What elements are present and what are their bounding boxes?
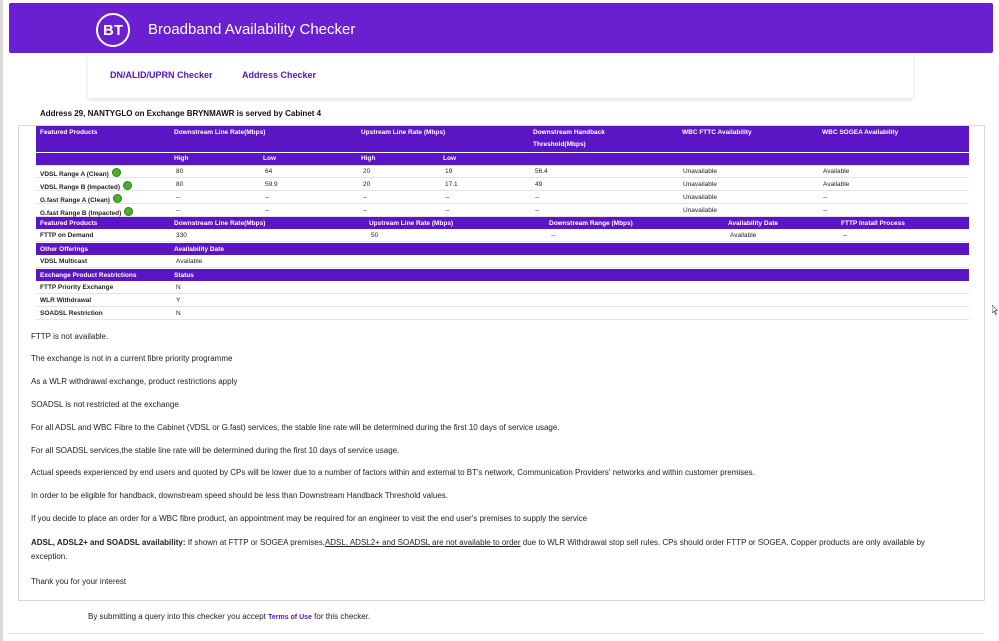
header-availability-date: Availability Date <box>174 246 224 253</box>
cell-range: -- <box>551 232 556 239</box>
cell-down-low: -- <box>265 194 270 201</box>
cell-restriction: SOADSL Restriction <box>40 310 103 317</box>
tab-dn-checker[interactable]: DN/ALID/UPRN Checker <box>110 70 213 80</box>
adsl-text-2: due to WLR Withdrawal stop sell rules. CPs should order FTTP or SOGEA. Copper products are only available by exception. <box>31 538 926 561</box>
header-featured-products: Featured Products <box>40 129 98 136</box>
adsl-text-1: If shown at FTTP or SOGEA premises, <box>185 538 325 547</box>
cell-handback: 56.4 <box>535 168 548 175</box>
cell-up-high: -- <box>363 194 368 201</box>
cell-date: Available <box>730 232 757 239</box>
product-label: VDSL Range A (Clean) <box>40 171 109 178</box>
cell-fttc: Unavailable <box>683 181 717 188</box>
header-downstream: Downstream Line Rate(Mbps) <box>174 129 266 136</box>
note-fttp: FTTP is not available. <box>31 332 109 341</box>
table-row <box>36 178 969 191</box>
cell-offering: VDSL Multicast <box>40 258 88 265</box>
header-restrictions: Exchange Product Restrictions <box>40 272 137 279</box>
row-product <box>40 168 121 178</box>
cell-sogea: Available <box>823 181 850 188</box>
table-row <box>36 255 969 268</box>
cell-install: -- <box>843 232 848 239</box>
cell-up-low: 17.1 <box>445 181 458 188</box>
product-label: G.fast Range A (Clean) <box>40 197 110 204</box>
header-downstream-range: Downstream Range (Mbps) <box>549 220 633 227</box>
table-subheader-row <box>36 152 969 166</box>
cell-down-high: -- <box>176 207 181 214</box>
cell-restriction: FTTP Priority Exchange <box>40 284 114 291</box>
header-featured-products: Featured Products <box>40 220 98 227</box>
table-row <box>36 307 969 320</box>
checker-tabs <box>88 53 913 98</box>
product-label: VDSL Range B (Impacted) <box>40 184 121 191</box>
header-handback: Downstream Handback <box>533 129 605 136</box>
adsl-heading: ADSL, ADSL2+ and SOADSL availability: <box>31 538 186 547</box>
cell-product: FTTP on Demand <box>40 232 94 239</box>
table-row <box>36 204 969 217</box>
tab-address-checker[interactable]: Address Checker <box>242 70 317 80</box>
cell-down-low: 64 <box>265 168 273 175</box>
mouse-cursor-icon <box>992 305 998 315</box>
cell-fttc: Unavailable <box>683 168 717 175</box>
note-thanks: Thank you for your interest <box>31 577 127 586</box>
header-bar <box>9 3 993 53</box>
other-header-row <box>36 243 969 255</box>
note-soadsl: SOADSL is not restricted at the exchange <box>31 400 179 409</box>
note-priority: The exchange is not in a current fibre priority programme <box>31 354 233 363</box>
cell-up-high: 20 <box>363 168 371 175</box>
cell-down-low: 59.9 <box>265 181 278 188</box>
header-fttc: WBC FTTC Availability <box>682 129 752 136</box>
table-row <box>36 294 969 307</box>
cell-restriction-value: N <box>176 284 181 291</box>
table-row <box>36 281 969 294</box>
cell-down-high: 80 <box>176 168 184 175</box>
header-other-offerings: Other Offerings <box>40 246 89 253</box>
footer <box>88 612 370 621</box>
cell-up-low: 19 <box>445 168 453 175</box>
cell-restriction: WLR Withdrawal <box>40 297 92 304</box>
table-row <box>36 191 969 204</box>
cell-sogea: -- <box>823 207 828 214</box>
subheader-up-high: High <box>361 155 376 162</box>
note-actual-speeds: Actual speeds experienced by end users and quoted by CPs will be lower due to a number of factors within and external to BT's network, Communication Providers' networks and within customer premises. <box>31 468 755 477</box>
note-soadsl-rate: For all SOADSL services,the stable line rate will be determined during the first 10 days of service usage. <box>31 446 400 455</box>
bt-logo[interactable]: BT <box>96 13 130 47</box>
note-adsl-availability <box>31 536 961 564</box>
header-availability-date: Availability Date <box>728 220 778 227</box>
cell-handback: -- <box>535 207 540 214</box>
adsl-underline: ADSL, ADSL2+ and SOADSL are not available to order <box>324 538 521 547</box>
cell-up: 50 <box>371 232 379 239</box>
header-downstream: Downstream Line Rate(Mbps) <box>174 220 266 227</box>
subheader-down-low: Low <box>263 155 276 162</box>
note-wlr: As a WLR withdrawal exchange, product restrictions apply <box>31 377 238 386</box>
table-header-row <box>36 126 969 152</box>
cell-sogea: Available <box>823 168 850 175</box>
cell-restriction-value: N <box>176 310 181 317</box>
header-status: Status <box>174 272 194 279</box>
cell-offering-value: Available <box>176 258 203 265</box>
row-product <box>40 194 122 204</box>
restrictions-header-row <box>36 269 969 281</box>
page-edge <box>0 0 3 641</box>
cell-down-low: -- <box>265 207 270 214</box>
address-summary: Address 29, NANTYGLO on Exchange BRYNMAWR is served by Cabinet 4 <box>40 109 322 118</box>
info-icon[interactable] <box>123 181 132 190</box>
header-install-process: FTTP Install Process <box>841 220 905 227</box>
table-row <box>36 165 969 178</box>
header-upstream: Upstream Line Rate (Mbps) <box>361 129 446 136</box>
info-icon[interactable] <box>112 168 121 177</box>
cell-up-low: -- <box>445 207 450 214</box>
header-upstream: Upstream Line Rate (Mbps) <box>369 220 454 227</box>
cell-handback: -- <box>535 194 540 201</box>
table-row <box>36 229 969 242</box>
footer-suffix: for this checker. <box>311 612 371 621</box>
footer-divider <box>9 633 984 634</box>
row-product <box>40 207 133 217</box>
header-sogea: WBC SOGEA Availability <box>822 129 899 136</box>
product-label: G.fast Range B (Impacted) <box>40 210 122 217</box>
cell-down-high: 80 <box>176 181 184 188</box>
cell-up-high: 20 <box>363 181 371 188</box>
terms-of-use-link[interactable]: Terms of Use <box>268 614 312 621</box>
cell-fttc: Unavailable <box>683 207 717 214</box>
info-icon[interactable] <box>124 207 133 216</box>
subheader-up-low: Low <box>443 155 456 162</box>
fttp-header-row <box>36 217 969 229</box>
cell-fttc: Unavailable <box>683 194 717 201</box>
subheader-down-high: High <box>174 155 189 162</box>
cell-down: 330 <box>176 232 187 239</box>
cell-up-high: -- <box>363 207 368 214</box>
cell-up-low: -- <box>445 194 450 201</box>
row-product <box>40 181 132 191</box>
info-icon[interactable] <box>113 194 122 203</box>
header-handback-2: Threshold(Mbps) <box>533 141 586 148</box>
note-adsl-wbc: For all ADSL and WBC Fibre to the Cabinet (VDSL or G.fast) services, the stable line rate will be determined during the first 10 days of service usage. <box>31 423 560 432</box>
note-appointment: If you decide to place an order for a WBC fibre product, an appointment may be required for an engineer to visit the end user's premises to supply the service <box>31 514 588 523</box>
footer-prefix: By submitting a query into this checker you accept <box>88 612 269 621</box>
cell-handback: 49 <box>535 181 543 188</box>
app-title: Broadband Availability Checker <box>148 21 356 38</box>
cell-restriction-value: Y <box>176 297 181 304</box>
cell-sogea: -- <box>823 194 828 201</box>
note-handback: In order to be eligible for handback, downstream speed should be less than Downstream Handback Threshold values. <box>31 491 448 500</box>
cell-down-high: -- <box>176 194 181 201</box>
